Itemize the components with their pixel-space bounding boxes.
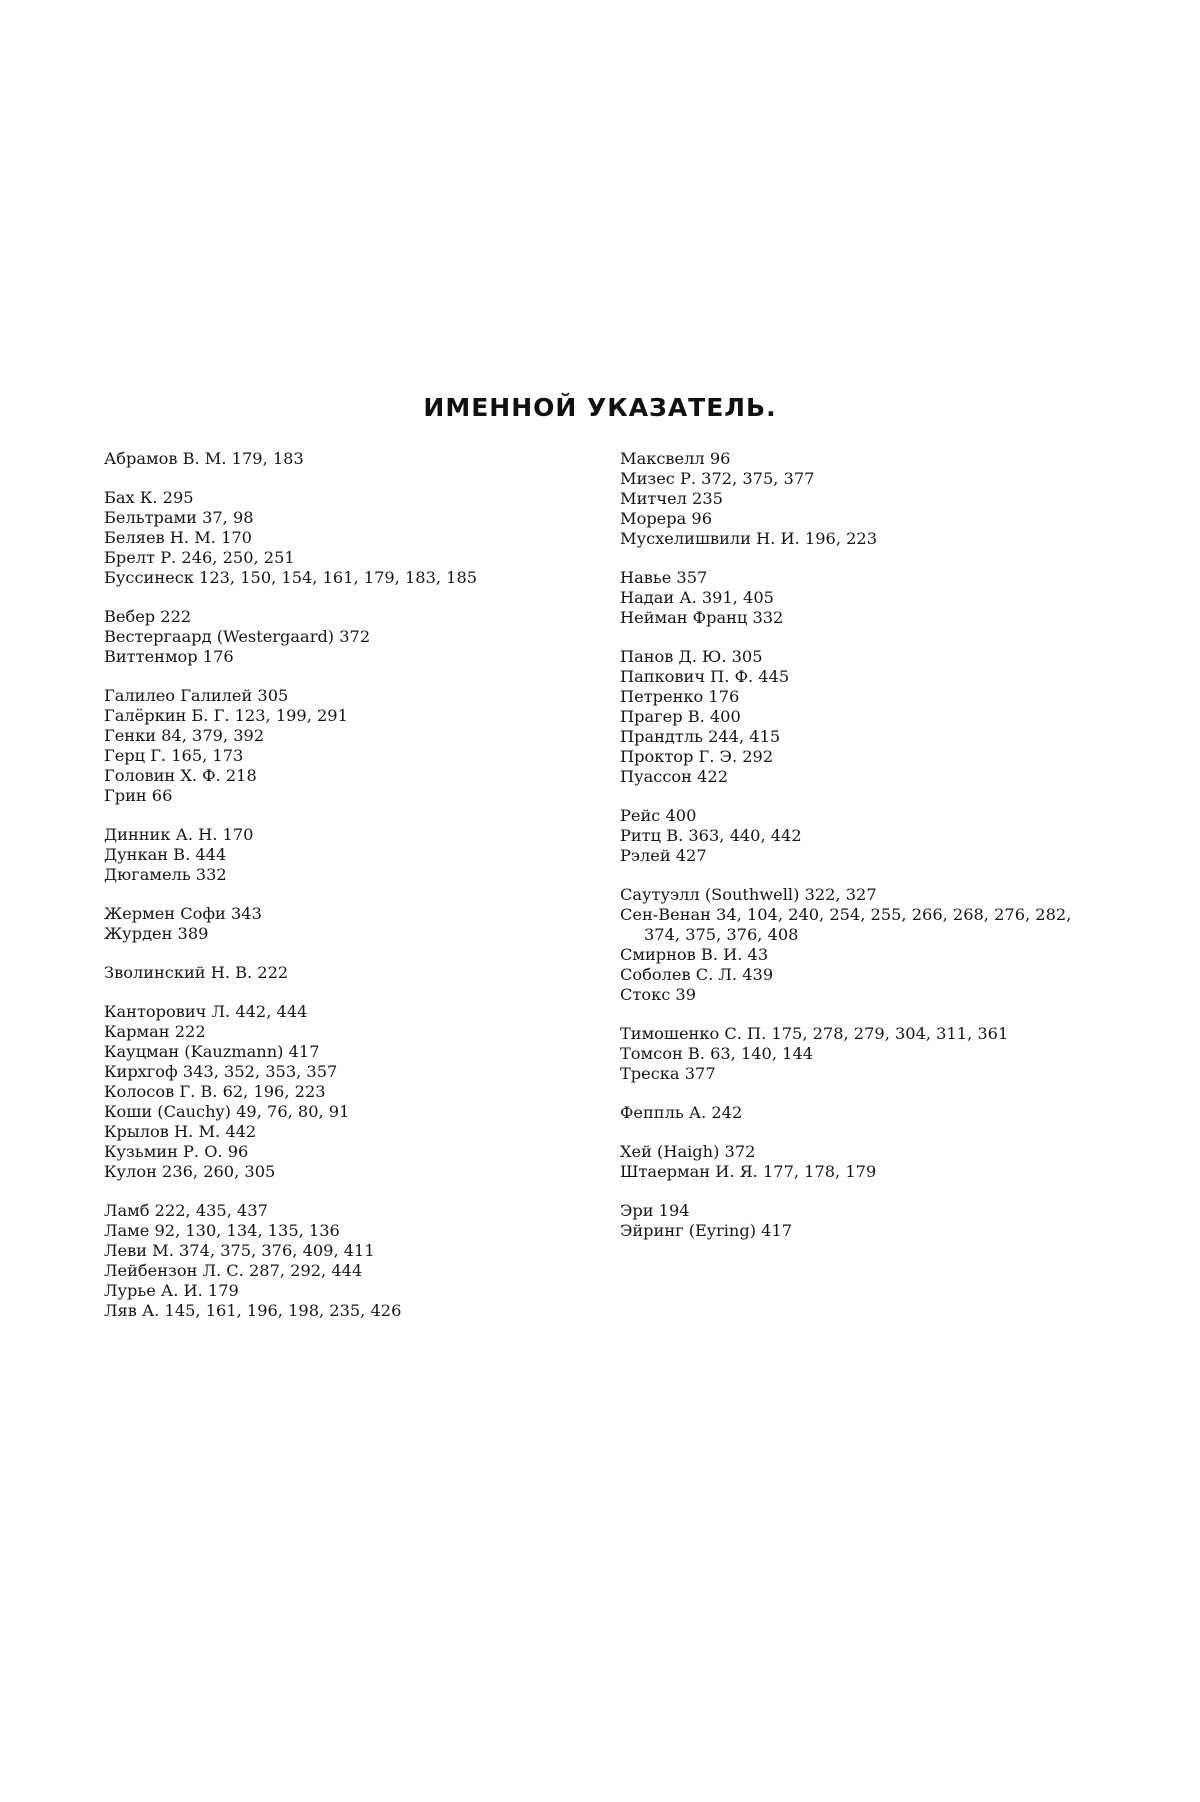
index-letter-group [620, 885, 1090, 1005]
index-entry: Беляев Н. М. 170 [104, 528, 252, 547]
index-entry: Мусхелишвили Н. И. 196, 223 [620, 529, 878, 548]
index-entry: Герц Г. 165, 173 [104, 746, 244, 765]
index-entry: Соболев С. Л. 439 [620, 965, 774, 984]
index-entry: Рэлей 427 [620, 846, 707, 865]
index-entry: Рейс 400 [620, 806, 697, 825]
index-entry: Головин Х. Ф. 218 [104, 766, 257, 785]
index-entry: Бельтрами 37, 98 [104, 508, 254, 527]
index-letter-group [620, 1103, 1090, 1123]
index-entry: Кирхгоф 343, 352, 353, 357 [104, 1062, 338, 1081]
index-entry: Эйринг (Eyring) 417 [620, 1221, 793, 1240]
index-entry: Виттенмор 176 [104, 647, 234, 666]
index-letter-group [620, 1142, 1090, 1182]
index-entry: Крылов Н. М. 442 [104, 1122, 257, 1141]
index-entry: Томсон В. 63, 140, 144 [620, 1044, 814, 1063]
index-letter-group [104, 1002, 574, 1182]
index-entry: Зволинский Н. В. 222 [104, 963, 289, 982]
index-entry: Грин 66 [104, 786, 173, 805]
index-entry: Смирнов В. И. 43 [620, 945, 769, 964]
index-entry: Папкович П. Ф. 445 [620, 667, 790, 686]
index-entry: Лейбензон Л. С. 287, 292, 444 [104, 1261, 363, 1280]
index-entry: Абрамов В. М. 179, 183 [104, 449, 304, 468]
index-column-left [104, 449, 574, 1340]
index-entry: Хей (Haigh) 372 [620, 1142, 756, 1161]
index-entry: Ламе 92, 130, 134, 135, 136 [104, 1221, 340, 1240]
index-entry: Генки 84, 379, 392 [104, 726, 265, 745]
index-entry: Лурье А. И. 179 [104, 1281, 239, 1300]
index-entry: Кулон 236, 260, 305 [104, 1162, 276, 1181]
index-entry: Журден 389 [104, 924, 209, 943]
index-entry: Канторович Л. 442, 444 [104, 1002, 308, 1021]
index-entry: Сен-Венан 34, 104, 240, 254, 255, 266, 268, 276, 282, 374, 375, 376, 408 [620, 905, 1072, 944]
index-letter-group [104, 1201, 574, 1321]
index-entry: Галёркин Б. Г. 123, 199, 291 [104, 706, 348, 725]
index-entry: Проктор Г. Э. 292 [620, 747, 774, 766]
page-title: ИМЕННОЙ УКАЗАТЕЛЬ. [423, 393, 777, 422]
index-letter-group [620, 647, 1090, 787]
index-entry: Штаерман И. Я. 177, 178, 179 [620, 1162, 877, 1181]
index-entry: Тимошенко С. П. 175, 278, 279, 304, 311, 361 [620, 1024, 1009, 1043]
index-letter-group [104, 825, 574, 885]
index-entry: Саутуэлл (Southwell) 322, 327 [620, 885, 877, 904]
index-entry: Галилео Галилей 305 [104, 686, 289, 705]
index-letter-group [620, 806, 1090, 866]
index-entry: Дюгамель 332 [104, 865, 227, 884]
index-letter-group [620, 449, 1090, 549]
index-entry: Вестергаард (Westergaard) 372 [104, 627, 371, 646]
index-entry: Колосов Г. В. 62, 196, 223 [104, 1082, 326, 1101]
index-entry: Мизес Р. 372, 375, 377 [620, 469, 815, 488]
index-entry: Митчел 235 [620, 489, 723, 508]
index-entry: Морера 96 [620, 509, 713, 528]
index-letter-group [104, 607, 574, 667]
index-entry: Стокс 39 [620, 985, 697, 1004]
index-entry: Леви М. 374, 375, 376, 409, 411 [104, 1241, 375, 1260]
index-entry: Ламб 222, 435, 437 [104, 1201, 268, 1220]
index-letter-group [104, 488, 574, 588]
index-entry: Кузьмин Р. О. 96 [104, 1142, 249, 1161]
index-entry: Эри 194 [620, 1201, 690, 1220]
index-entry: Буссинеск 123, 150, 154, 161, 179, 183, 185 [104, 568, 478, 587]
index-entry: Кауцман (Kauzmann) 417 [104, 1042, 320, 1061]
index-entry: Петренко 176 [620, 687, 740, 706]
index-entry: Треска 377 [620, 1064, 716, 1083]
index-entry: Феппль А. 242 [620, 1103, 743, 1122]
index-entry: Навье 357 [620, 568, 708, 587]
index-entry: Жермен Софи 343 [104, 904, 262, 923]
index-entry: Карман 222 [104, 1022, 206, 1041]
index-entry: Ляв А. 145, 161, 196, 198, 235, 426 [104, 1301, 402, 1320]
index-entry: Панов Д. Ю. 305 [620, 647, 763, 666]
index-letter-group [104, 963, 574, 983]
index-entry: Максвелл 96 [620, 449, 731, 468]
index-entry: Прандтль 244, 415 [620, 727, 781, 746]
index-letter-group [620, 1201, 1090, 1241]
index-entry: Прагер В. 400 [620, 707, 741, 726]
index-entry: Динник А. Н. 170 [104, 825, 254, 844]
index-entry: Брелт Р. 246, 250, 251 [104, 548, 295, 567]
index-entry: Надаи А. 391, 405 [620, 588, 774, 607]
index-entry: Ритц В. 363, 440, 442 [620, 826, 802, 845]
index-entry: Вебер 222 [104, 607, 192, 626]
index-entry: Пуассон 422 [620, 767, 729, 786]
index-entry: Нейман Франц 332 [620, 608, 784, 627]
index-letter-group [620, 568, 1090, 628]
index-entry: Дункан В. 444 [104, 845, 227, 864]
index-entry: Бах К. 295 [104, 488, 194, 507]
index-letter-group [104, 449, 574, 469]
index-entry: Коши (Cauchy) 49, 76, 80, 91 [104, 1102, 350, 1121]
index-letter-group [104, 686, 574, 806]
index-letter-group [104, 904, 574, 944]
index-column-right [620, 449, 1090, 1260]
index-letter-group [620, 1024, 1090, 1084]
